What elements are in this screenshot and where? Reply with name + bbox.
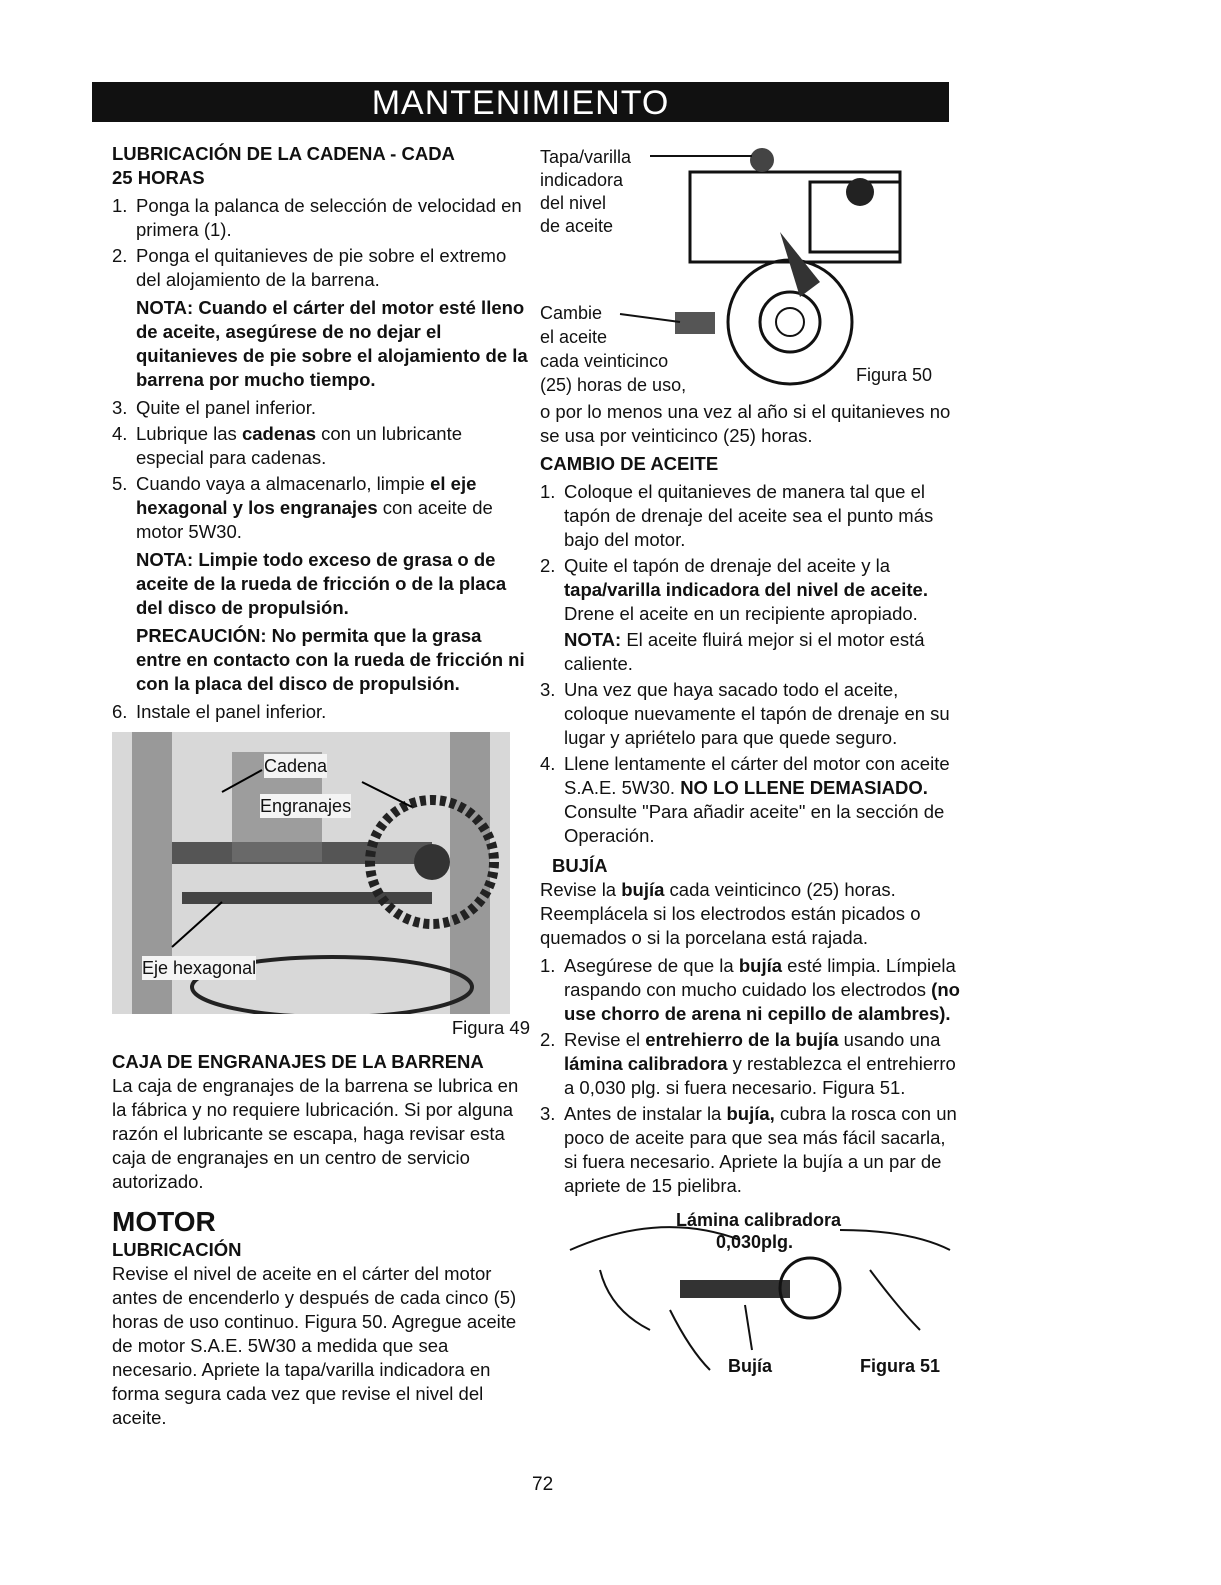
oil-change-heading: CAMBIO DE ACEITE <box>540 453 719 474</box>
label-tapa-4: de aceite <box>540 216 614 236</box>
list-item: 3. Antes de instalar la bujía, cubra la rosca con un poco de aceite para que sea más fácil sacarla, si fuera necesario. Apriete la bujía a un par de apriete de 15 pielibra. <box>540 1103 957 1196</box>
label-gap: 0,030plg. <box>716 1232 794 1252</box>
figure-49-illustration <box>112 732 510 1014</box>
figure-50-caption: Figura 50 <box>856 365 933 385</box>
chain-heading <box>112 142 530 190</box>
list-item: 5. Cuando vaya a almacenarlo, limpie el eje hexagonal y los engranajes con aceite de motor 5W30. <box>112 473 493 542</box>
figure-51-illustration <box>540 1210 960 1380</box>
figure-49-caption: Figura 49 <box>451 1017 530 1038</box>
oil-note: NOTA: El aceite fluirá mejor si el motor está caliente. <box>564 629 925 674</box>
left-column <box>112 142 530 1430</box>
label-cambie-2: el aceite <box>540 327 608 347</box>
list-item: 2. Ponga el quitanieves de pie sobre el extremo del alojamiento de la barrena. <box>112 245 507 290</box>
chain-steps-end <box>112 700 530 724</box>
label-cambie-1: Cambie <box>540 303 603 323</box>
list-item: 6. Instale el panel inferior. <box>112 701 327 722</box>
lubrication-heading: LUBRICACIÓN <box>112 1239 242 1260</box>
label-eje: Eje hexagonal <box>142 958 257 978</box>
list-item: 3. Quite el panel inferior. <box>112 397 316 418</box>
spark-intro: Revise la bujía cada veinticinco (25) horas. Reemplácela si los electrodos están picados o quemados o si la porcelana está rajada. <box>540 879 921 948</box>
list-item: 4. Lubrique las cadenas con un lubricante especial para cadenas. <box>112 423 463 468</box>
chain-heading-line1: LUBRICACIÓN DE LA CADENA - CADA <box>112 143 455 164</box>
spark-plug-heading: BUJÍA <box>552 855 608 876</box>
list-item: 1. Ponga la palanca de selección de velocidad en primera (1). <box>112 195 522 240</box>
right-column <box>540 142 960 1380</box>
label-lamina: Lámina calibradora <box>676 1210 842 1230</box>
label-engranajes: Engranajes <box>260 796 352 816</box>
chain-steps <box>112 194 530 292</box>
motor-body: Revise el nivel de aceite en el cárter del motor antes de encenderlo y después de cada cinco (5) horas de uso continuo. Figura 50. Agregue aceite de motor S.A.E. 5W30 a medida que sea necesario. Apriete la tapa/varilla indicadora en forma segura cada vez que revise el nivel del aceite. <box>112 1263 517 1428</box>
chain-note: NOTA: Cuando el cárter del motor esté lleno de aceite, asegúrese de no dejar el quitanieves de pie sobre el alojamiento de la barrena por mucho tiempo. <box>136 297 528 390</box>
page-banner: MANTENIMIENTO <box>92 82 949 122</box>
caution-note: PRECAUCIÓN: No permita que la grasa entre en contacto con la rueda de fricción ni con la placa del disco de propulsión. <box>136 625 525 694</box>
list-item: 2. Revise el entrehierro de la bujía usando una lámina calibradora y restablezca el entrehierro a 0,030 plg. si fuera necesario. Figura 51. <box>540 1029 956 1098</box>
motor-heading: MOTOR <box>112 1206 216 1237</box>
list-item: 3. Una vez que haya sacado todo el aceite, coloque nuevamente el tapón de drenaje en su lugar y apriételo para que quede seguro. <box>540 679 950 748</box>
label-tapa-3: del nivel <box>540 193 607 213</box>
list-item: 2. Quite el tapón de drenaje del aceite y la tapa/varilla indicadora del nivel de aceite. Drene el aceite en un recipiente apropiado. NOTA: El aceite fluirá mejor si el motor está caliente. <box>540 554 960 676</box>
chain-heading-line2: 25 HORAS <box>112 167 205 188</box>
label-cambie-4: (25) horas de uso, <box>540 375 687 395</box>
spark-steps <box>540 954 960 1198</box>
list-item: 1. Coloque el quitanieves de manera tal que el tapón de drenaje del aceite sea el punto más bajo del motor. <box>540 481 934 550</box>
label-tapa-2: indicadora <box>540 170 624 190</box>
gearbox-heading: CAJA DE ENGRANAJES DE LA BARRENA <box>112 1051 484 1072</box>
fig50-continued-text: o por lo menos una vez al año si el quitanieves no se usa por veinticinco (25) horas. <box>540 401 951 446</box>
list-item: 4. Llene lentamente el cárter del motor con aceite S.A.E. 5W30. NO LO LLENE DEMASIADO. Consulte "Para añadir aceite" en la sección de Operación. <box>540 753 950 846</box>
figure-51-caption: Figura 51 <box>860 1356 941 1376</box>
gearbox-body: La caja de engranajes de la barrena se lubrica en la fábrica y no requiere lubricación. Si por alguna razón el lubricante se escapa, haga revisar esta caja de engranajes en un centro de servicio autorizado. <box>112 1075 519 1192</box>
grease-note: NOTA: Limpie todo exceso de grasa o de aceite de la rueda de fricción o de la placa del disco de propulsión. <box>136 549 507 618</box>
oil-change-steps <box>540 480 960 848</box>
list-item: 1. Asegúrese de que la bujía esté limpia. Límpiela raspando con mucho cuidado los electrodos (no use chorro de arena ni cepillo de alambres). <box>540 955 960 1024</box>
label-cambie-3: cada veinticinco <box>540 351 669 371</box>
label-bujia: Bujía <box>728 1356 773 1376</box>
label-tapa-1: Tapa/varilla <box>540 147 632 167</box>
label-cadena: Cadena <box>264 756 328 776</box>
page-number: 72 <box>532 1474 554 1495</box>
chain-steps-cont <box>112 396 530 544</box>
figure-50-illustration <box>540 142 960 400</box>
